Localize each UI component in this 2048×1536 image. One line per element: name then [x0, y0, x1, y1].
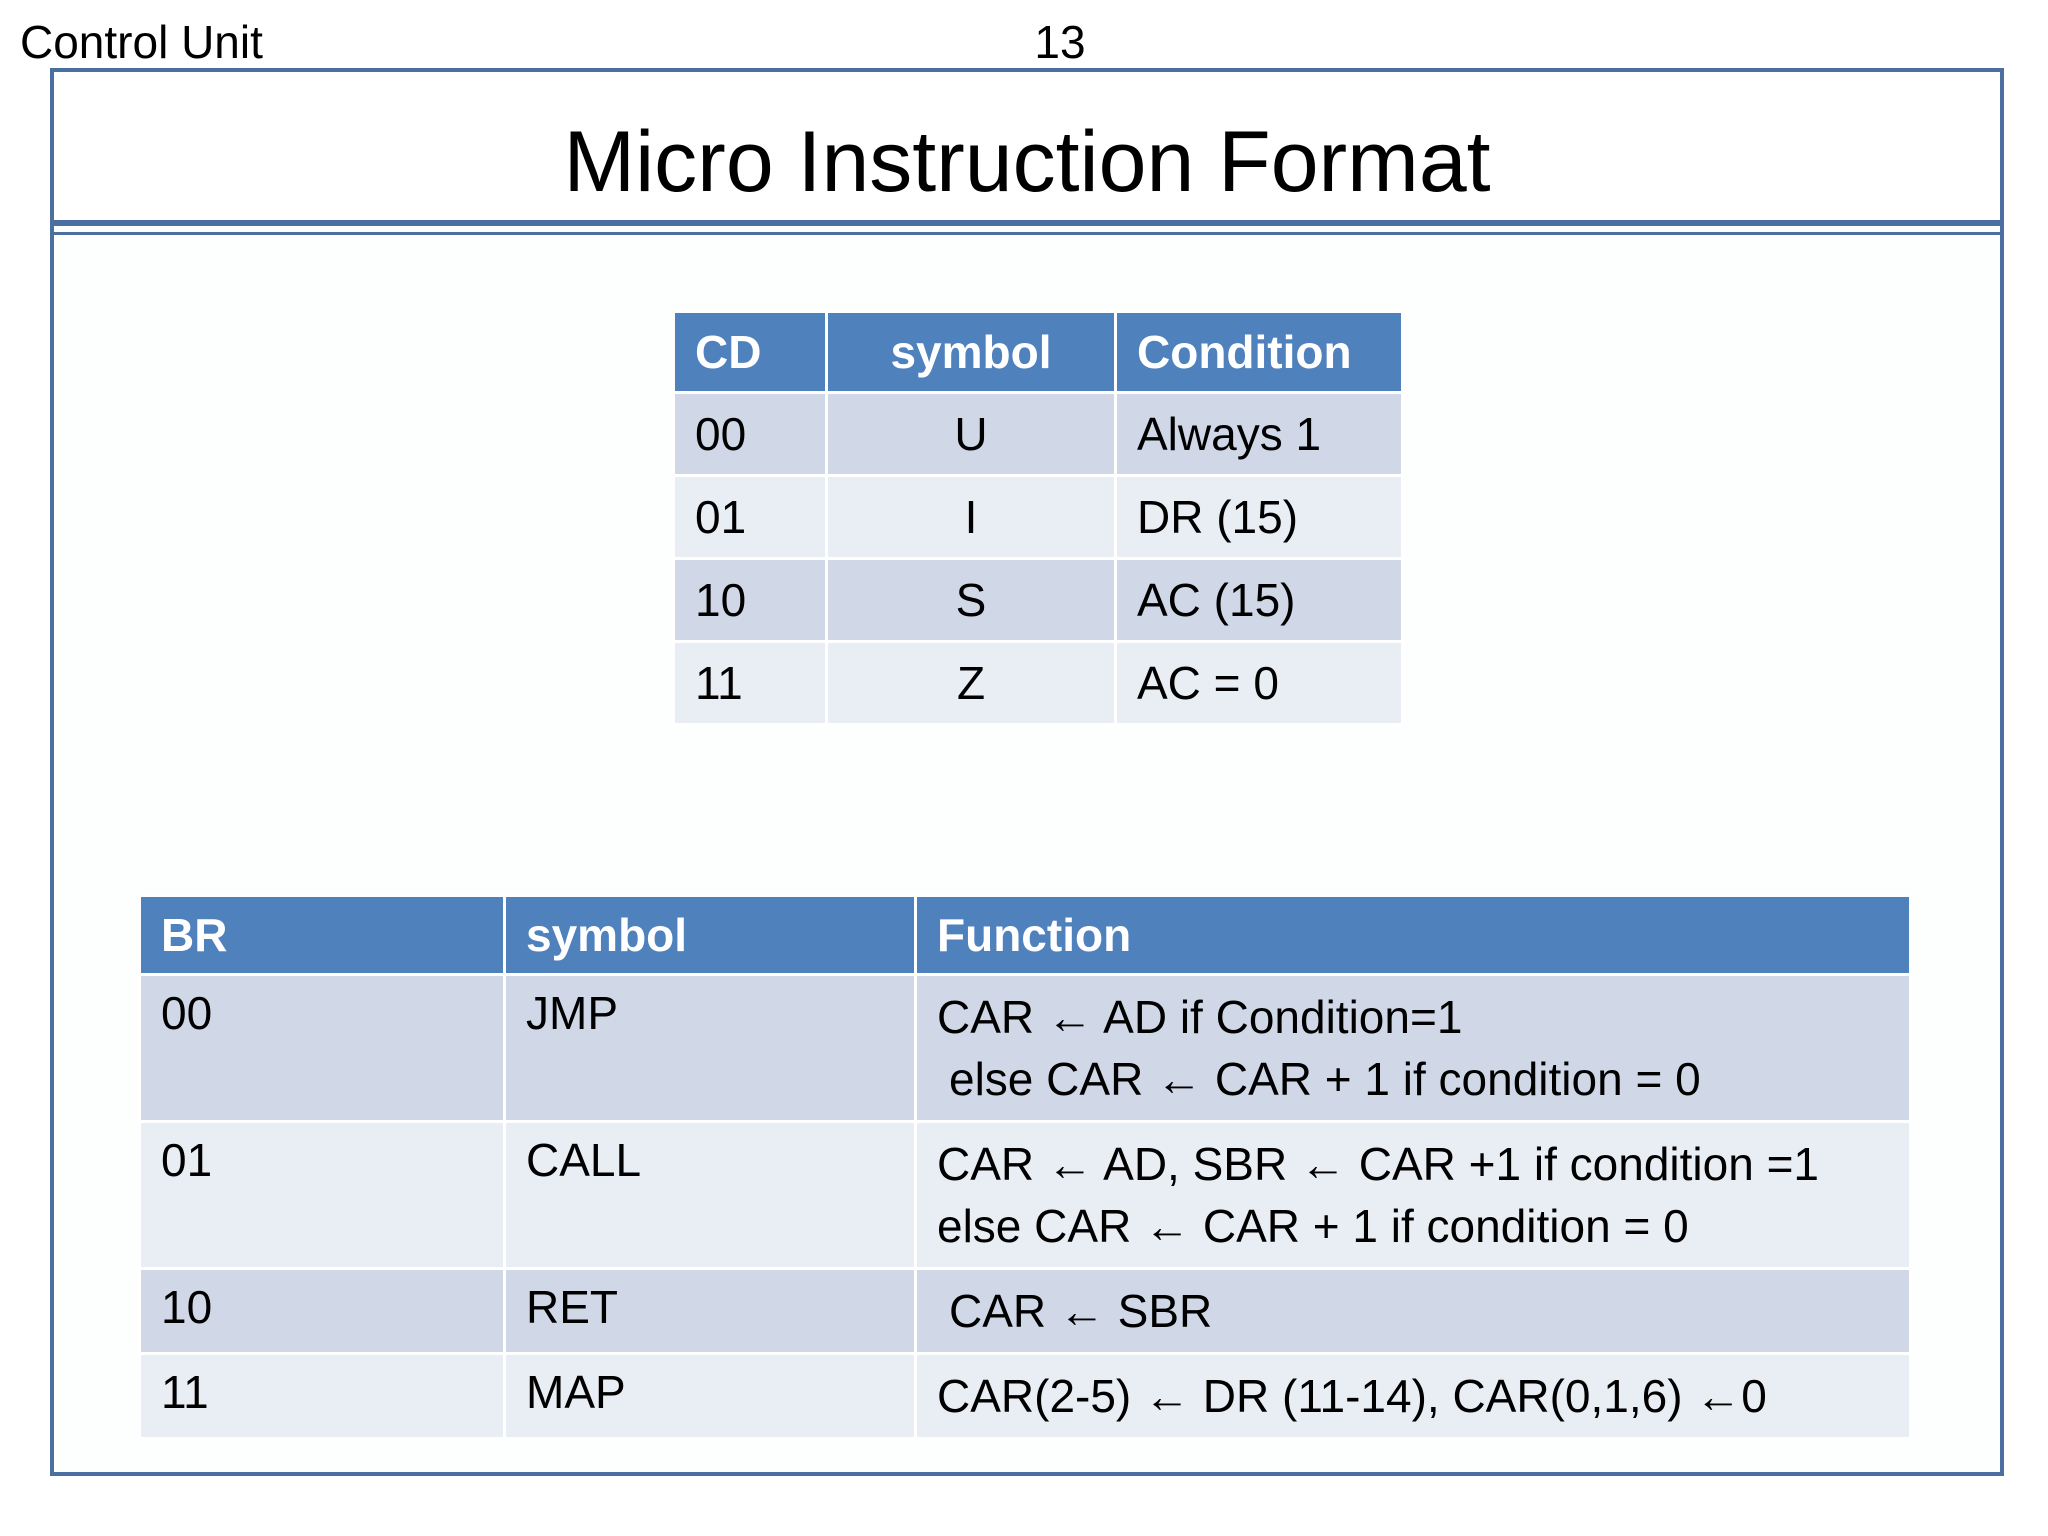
- branch-table-header: [141, 897, 1909, 973]
- condition-cell: AC = 0: [1117, 643, 1401, 723]
- table-row: [675, 394, 1401, 474]
- header-symbol: symbol: [828, 313, 1114, 391]
- cd-cell: 11: [675, 643, 825, 723]
- section-label: Control Unit: [20, 16, 263, 68]
- page-number: 13: [1034, 16, 1086, 68]
- symbol-cell: RET: [506, 1270, 914, 1352]
- condition-cell: AC (15): [1117, 560, 1401, 640]
- symbol-cell: JMP: [506, 976, 914, 1120]
- condition-cell: Always 1: [1117, 394, 1401, 474]
- symbol-cell: CALL: [506, 1123, 914, 1267]
- header-symbol: symbol: [506, 897, 914, 973]
- function-line: CAR(2-5) ← DR (11-14), CAR(0,1,6) ←0: [937, 1370, 1767, 1422]
- condition-table: [672, 310, 1404, 726]
- function-line: CAR ← AD if Condition=1: [937, 991, 1463, 1043]
- function-cell: [917, 976, 1909, 1120]
- condition-table-header: [675, 313, 1401, 391]
- table-row: [675, 477, 1401, 557]
- table-row: [675, 560, 1401, 640]
- condition-cell: DR (15): [1117, 477, 1401, 557]
- br-cell: 11: [141, 1355, 503, 1437]
- symbol-cell: Z: [828, 643, 1114, 723]
- title-area: [54, 72, 2000, 220]
- function-line: else CAR ← CAR + 1 if condition = 0: [949, 1053, 1701, 1105]
- br-cell: 01: [141, 1123, 503, 1267]
- table-row: [141, 976, 1909, 1120]
- branch-table: [138, 894, 1912, 1440]
- symbol-cell: U: [828, 394, 1114, 474]
- cd-cell: 10: [675, 560, 825, 640]
- title-divider-thin: [54, 232, 2000, 235]
- cd-cell: 01: [675, 477, 825, 557]
- slide-title: Micro Instruction Format: [563, 114, 1491, 210]
- function-cell: [917, 1123, 1909, 1267]
- title-divider: [54, 220, 2000, 226]
- function-cell: [917, 1270, 1909, 1352]
- header-br: BR: [141, 897, 503, 973]
- header-cd: CD: [675, 313, 825, 391]
- function-line: CAR ← AD, SBR ← CAR +1 if condition =1: [937, 1138, 1820, 1190]
- header-condition: Condition: [1117, 313, 1401, 391]
- table-row: [141, 1270, 1909, 1352]
- header-function: Function: [917, 897, 1909, 973]
- symbol-cell: I: [828, 477, 1114, 557]
- function-line: else CAR ← CAR + 1 if condition = 0: [937, 1200, 1689, 1252]
- table-row: [141, 1355, 1909, 1437]
- table-row: [675, 643, 1401, 723]
- table-row: [141, 1123, 1909, 1267]
- br-cell: 00: [141, 976, 503, 1120]
- symbol-cell: S: [828, 560, 1114, 640]
- function-cell: [917, 1355, 1909, 1437]
- slide-frame: [50, 68, 2004, 1476]
- function-line: CAR ← SBR: [949, 1285, 1213, 1337]
- br-cell: 10: [141, 1270, 503, 1352]
- symbol-cell: MAP: [506, 1355, 914, 1437]
- cd-cell: 00: [675, 394, 825, 474]
